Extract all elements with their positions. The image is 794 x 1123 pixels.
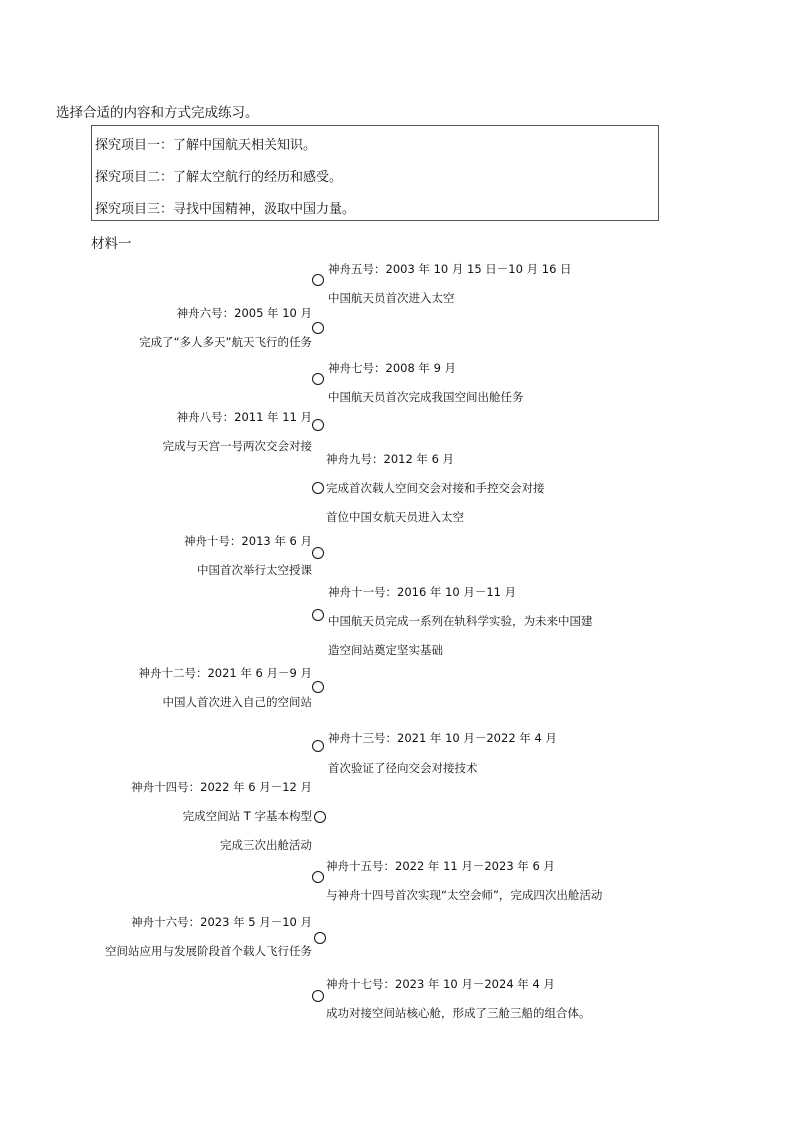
- timeline-entry-title: 神舟七号：2008 年 9 月: [328, 361, 457, 375]
- timeline-node: [312, 609, 324, 621]
- material-title: 材料一: [91, 236, 132, 252]
- timeline-node: [314, 811, 326, 823]
- timeline-node: [312, 681, 324, 693]
- timeline-node: [312, 322, 324, 334]
- timeline-entry-title: 神舟十七号：2023 年 10 月－2024 年 4 月: [326, 977, 555, 991]
- timeline-node: [312, 740, 324, 752]
- timeline-entry-text: 成功对接空间站核心舱，形成了三舱三船的组合体。: [326, 1006, 591, 1020]
- timeline-entry-text: 中国航天员首次进入太空: [328, 291, 455, 305]
- timeline-entry-title: 神舟十号：2013 年 6 月: [183, 534, 312, 548]
- timeline-entry-text: 完成了“多人多天”航天飞行的任务: [139, 335, 312, 349]
- timeline-node: [312, 482, 324, 494]
- timeline-entry-text: 空间站应用与发展阶段首个载人飞行任务: [105, 944, 312, 958]
- timeline-node: [312, 990, 324, 1002]
- timeline-entry-title: 神舟十五号：2022 年 11 月－2023 年 6 月: [326, 859, 555, 873]
- timeline-entry-text: 首位中国女航天员进入太空: [326, 510, 464, 524]
- project-item: 探究项目一：了解中国航天相关知识。: [95, 138, 317, 153]
- timeline-entry-text: 中国航天员完成一系列在轨科学实验，为未来中国建: [328, 614, 593, 628]
- timeline-node: [312, 373, 324, 385]
- timeline-entry-title: 神舟十六号：2023 年 5 月－10 月: [131, 915, 312, 929]
- timeline-entry-text: 完成空间站 T 字基本构型: [182, 809, 312, 823]
- project-item: 探究项目三：寻找中国精神，汲取中国力量。: [95, 202, 356, 217]
- timeline-entry-title: 神舟十二号：2021 年 6 月－9 月: [138, 666, 312, 680]
- timeline-entry-text: 中国航天员首次完成我国空间出舱任务: [328, 390, 524, 404]
- timeline-entry-text: 与神舟十四号首次实现“太空会师”，完成四次出舱活动: [326, 888, 603, 902]
- exercise-instruction: 选择合适的内容和方式完成练习。: [56, 105, 259, 121]
- timeline-node: [312, 547, 324, 559]
- timeline-entry-title: 神舟九号：2012 年 6 月: [326, 452, 455, 466]
- timeline-entry-title: 神舟十四号：2022 年 6 月－12 月: [131, 780, 312, 794]
- timeline-entry-text: 中国人首次进入自己的空间站: [162, 695, 312, 709]
- timeline-entry-title: 神舟八号：2011 年 11 月: [176, 410, 312, 424]
- project-list-box: [91, 125, 659, 221]
- timeline-entry-text: 完成三次出舱活动: [220, 838, 312, 852]
- timeline-entry-title: 神舟十一号：2016 年 10 月－11 月: [328, 585, 517, 599]
- project-item: 探究项目二：了解太空航行的经历和感受。: [95, 170, 343, 185]
- timeline-entry-text: 首次验证了径向交会对接技术: [328, 761, 478, 775]
- timeline-node: [312, 419, 324, 431]
- timeline-node: [312, 871, 324, 883]
- timeline-entry-text: 造空间站奠定坚实基础: [328, 643, 443, 657]
- timeline-entry-title: 神舟十三号：2021 年 10 月－2022 年 4 月: [328, 731, 557, 745]
- timeline-entry-title: 神舟六号：2005 年 10 月: [176, 306, 312, 320]
- timeline-entry-title: 神舟五号：2003 年 10 月 15 日－10 月 16 日: [328, 262, 572, 276]
- timeline-node: [314, 932, 326, 944]
- timeline-entry-text: 完成首次载人空间交会对接和手控交会对接: [326, 481, 545, 495]
- timeline-entry-text: 中国首次举行太空授课: [197, 563, 312, 577]
- timeline-node: [312, 274, 324, 286]
- timeline-entry-text: 完成与天宫一号两次交会对接: [162, 439, 312, 453]
